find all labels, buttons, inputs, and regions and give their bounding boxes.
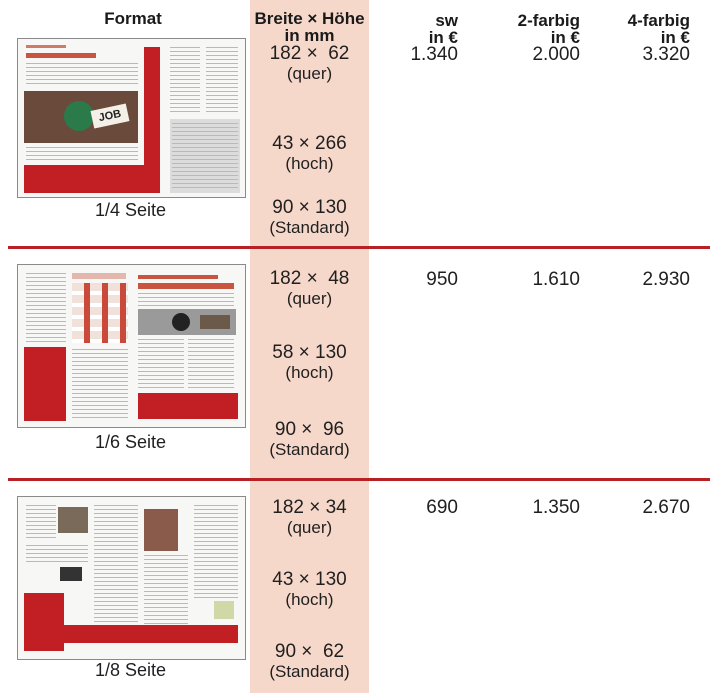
header-2-farbig: 2-farbig in € (517, 11, 580, 47)
header-4-farbig: 4-farbig in € (627, 11, 690, 47)
header-format: Format (104, 9, 162, 28)
photo-camera (138, 309, 236, 335)
photo-device (60, 567, 82, 581)
job-badge: JOB (91, 103, 130, 128)
size-standard: 90 × 96 (Standard) (269, 419, 350, 459)
row-divider (8, 246, 710, 249)
price-sw: 950 (426, 269, 458, 290)
price-2-farbig: 2.000 (532, 44, 580, 65)
header-size: Breite × Höhe in mm (254, 9, 365, 45)
photo-hands (58, 507, 88, 533)
caption-eighth-page: 1/8 Seite (94, 660, 167, 680)
price-4-farbig: 2.670 (642, 497, 690, 518)
price-2-farbig: 1.610 (532, 269, 580, 290)
thumbnail-sixth-page (17, 264, 246, 428)
price-2-farbig: 1.350 (532, 497, 580, 518)
size-quer: 182 × 48 (quer) (269, 268, 350, 308)
size-quer: 182 × 34 (quer) (272, 497, 347, 537)
thumbnail-quarter-page (17, 38, 246, 198)
header-sw: sw in € (428, 11, 458, 47)
size-standard: 90 × 62 (Standard) (269, 641, 350, 681)
photo-dartboard (24, 91, 138, 143)
thumbnail-eighth-page (17, 496, 246, 660)
price-4-farbig: 2.930 (642, 269, 690, 290)
size-hoch: 43 × 130 (hoch) (272, 569, 347, 609)
row-divider (8, 478, 710, 481)
caption-sixth-page: 1/6 Seite (94, 432, 167, 452)
price-4-farbig: 3.320 (642, 44, 690, 65)
photo-kitchen (144, 509, 178, 551)
size-hoch: 58 × 130 (hoch) (272, 342, 347, 382)
caption-quarter-page: 1/4 Seite (94, 200, 167, 220)
price-sw: 1.340 (410, 44, 458, 65)
size-hoch: 43 × 266 (hoch) (272, 133, 347, 173)
size-standard: 90 × 130 (Standard) (269, 197, 350, 237)
price-sw: 690 (426, 497, 458, 518)
size-quer: 182 × 62 (quer) (269, 43, 350, 83)
